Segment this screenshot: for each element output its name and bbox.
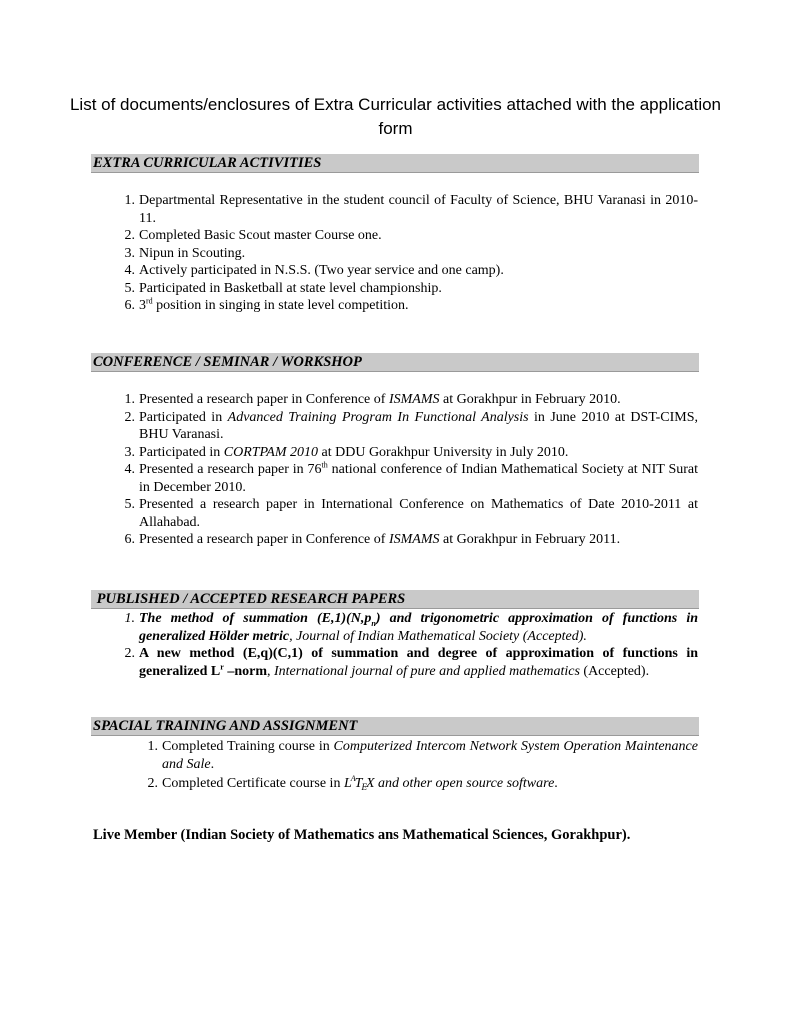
section-header-conference: CONFERENCE / SEMINAR / WORKSHOP bbox=[91, 353, 699, 372]
list-item: 1. The method of summation $(E,1)(N,p_n)$ and trigonometric approximation of functions in generalized Hölder metric, Journal of Indian Mathematical Society (Accepted). bbox=[124, 611, 698, 644]
list-item: 6. 3rd position in singing in state level competition. bbox=[124, 296, 409, 313]
conference-list bbox=[117, 391, 698, 549]
list-item: 2. Participated in Advanced Training Program In Functional Analysis in June 2010 at DST-CIMS, BHU Varanasi. bbox=[124, 409, 698, 442]
list-item: 2. Completed Certificate course in $L^AT_EX$ and other open source software. bbox=[147, 774, 558, 792]
list-item: 3. Participated in CORTPAM 2010 at DDU Gorakhpur University in July 2010. bbox=[124, 444, 569, 460]
list-item: 1. Presented a research paper in Conference of ISMAMS at Gorakhpur in February 2010. bbox=[124, 392, 621, 407]
latex-logo: $L^AT_EX$ bbox=[343, 774, 375, 792]
list-item: 1. Departmental Representative in the student council of Faculty of Science, BHU Varanasi in 2010-11. bbox=[124, 193, 698, 226]
membership-note: Live Member (Indian Society of Mathematics ans Mathematical Sciences, Gorakhpur). bbox=[93, 827, 631, 843]
papers-list bbox=[117, 610, 698, 680]
extra-curricular-list bbox=[117, 192, 698, 315]
section-header-training: SPACIAL TRAINING AND ASSIGNMENT bbox=[91, 717, 699, 736]
section-header-papers: PUBLISHED / ACCEPTED RESEARCH PAPERS bbox=[91, 590, 699, 609]
page-title: List of documents/enclosures of Extra Curricular activities attached with the application form bbox=[69, 95, 722, 138]
list-item: 4. Actively participated in N.S.S. (Two year service and one camp). bbox=[124, 263, 504, 278]
section-header-extra-curricular: EXTRA CURRICULAR ACTIVITIES bbox=[91, 154, 699, 173]
list-item: 1. Completed Training course in Computerized Intercom Network System Operation Maintenance and Sale. bbox=[147, 739, 698, 772]
list-item: 2. Completed Basic Scout master Course one. bbox=[124, 228, 382, 243]
list-item: 2. A new method (E,q)(C,1) of summation and degree of approximation of functions in generalized $L^r$ –norm, International journal of pure and applied mathematics (Accepted). bbox=[124, 646, 698, 679]
list-item: 5. Participated in Basketball at state level championship. bbox=[124, 280, 442, 296]
training-list bbox=[140, 738, 698, 794]
list-item: 3. Nipun in Scouting. bbox=[124, 245, 246, 261]
list-item: 4. Presented a research paper in 76th national conference of Indian Mathematical Society at NIT Surat in December 2010. bbox=[124, 460, 699, 495]
list-item: 6. Presented a research paper in Conference of ISMAMS at Gorakhpur in February 2011. bbox=[124, 532, 621, 547]
list-item: 5. Presented a research paper in International Conference on Mathematics of Date 2010-2011 at Allahabad. bbox=[124, 497, 698, 530]
